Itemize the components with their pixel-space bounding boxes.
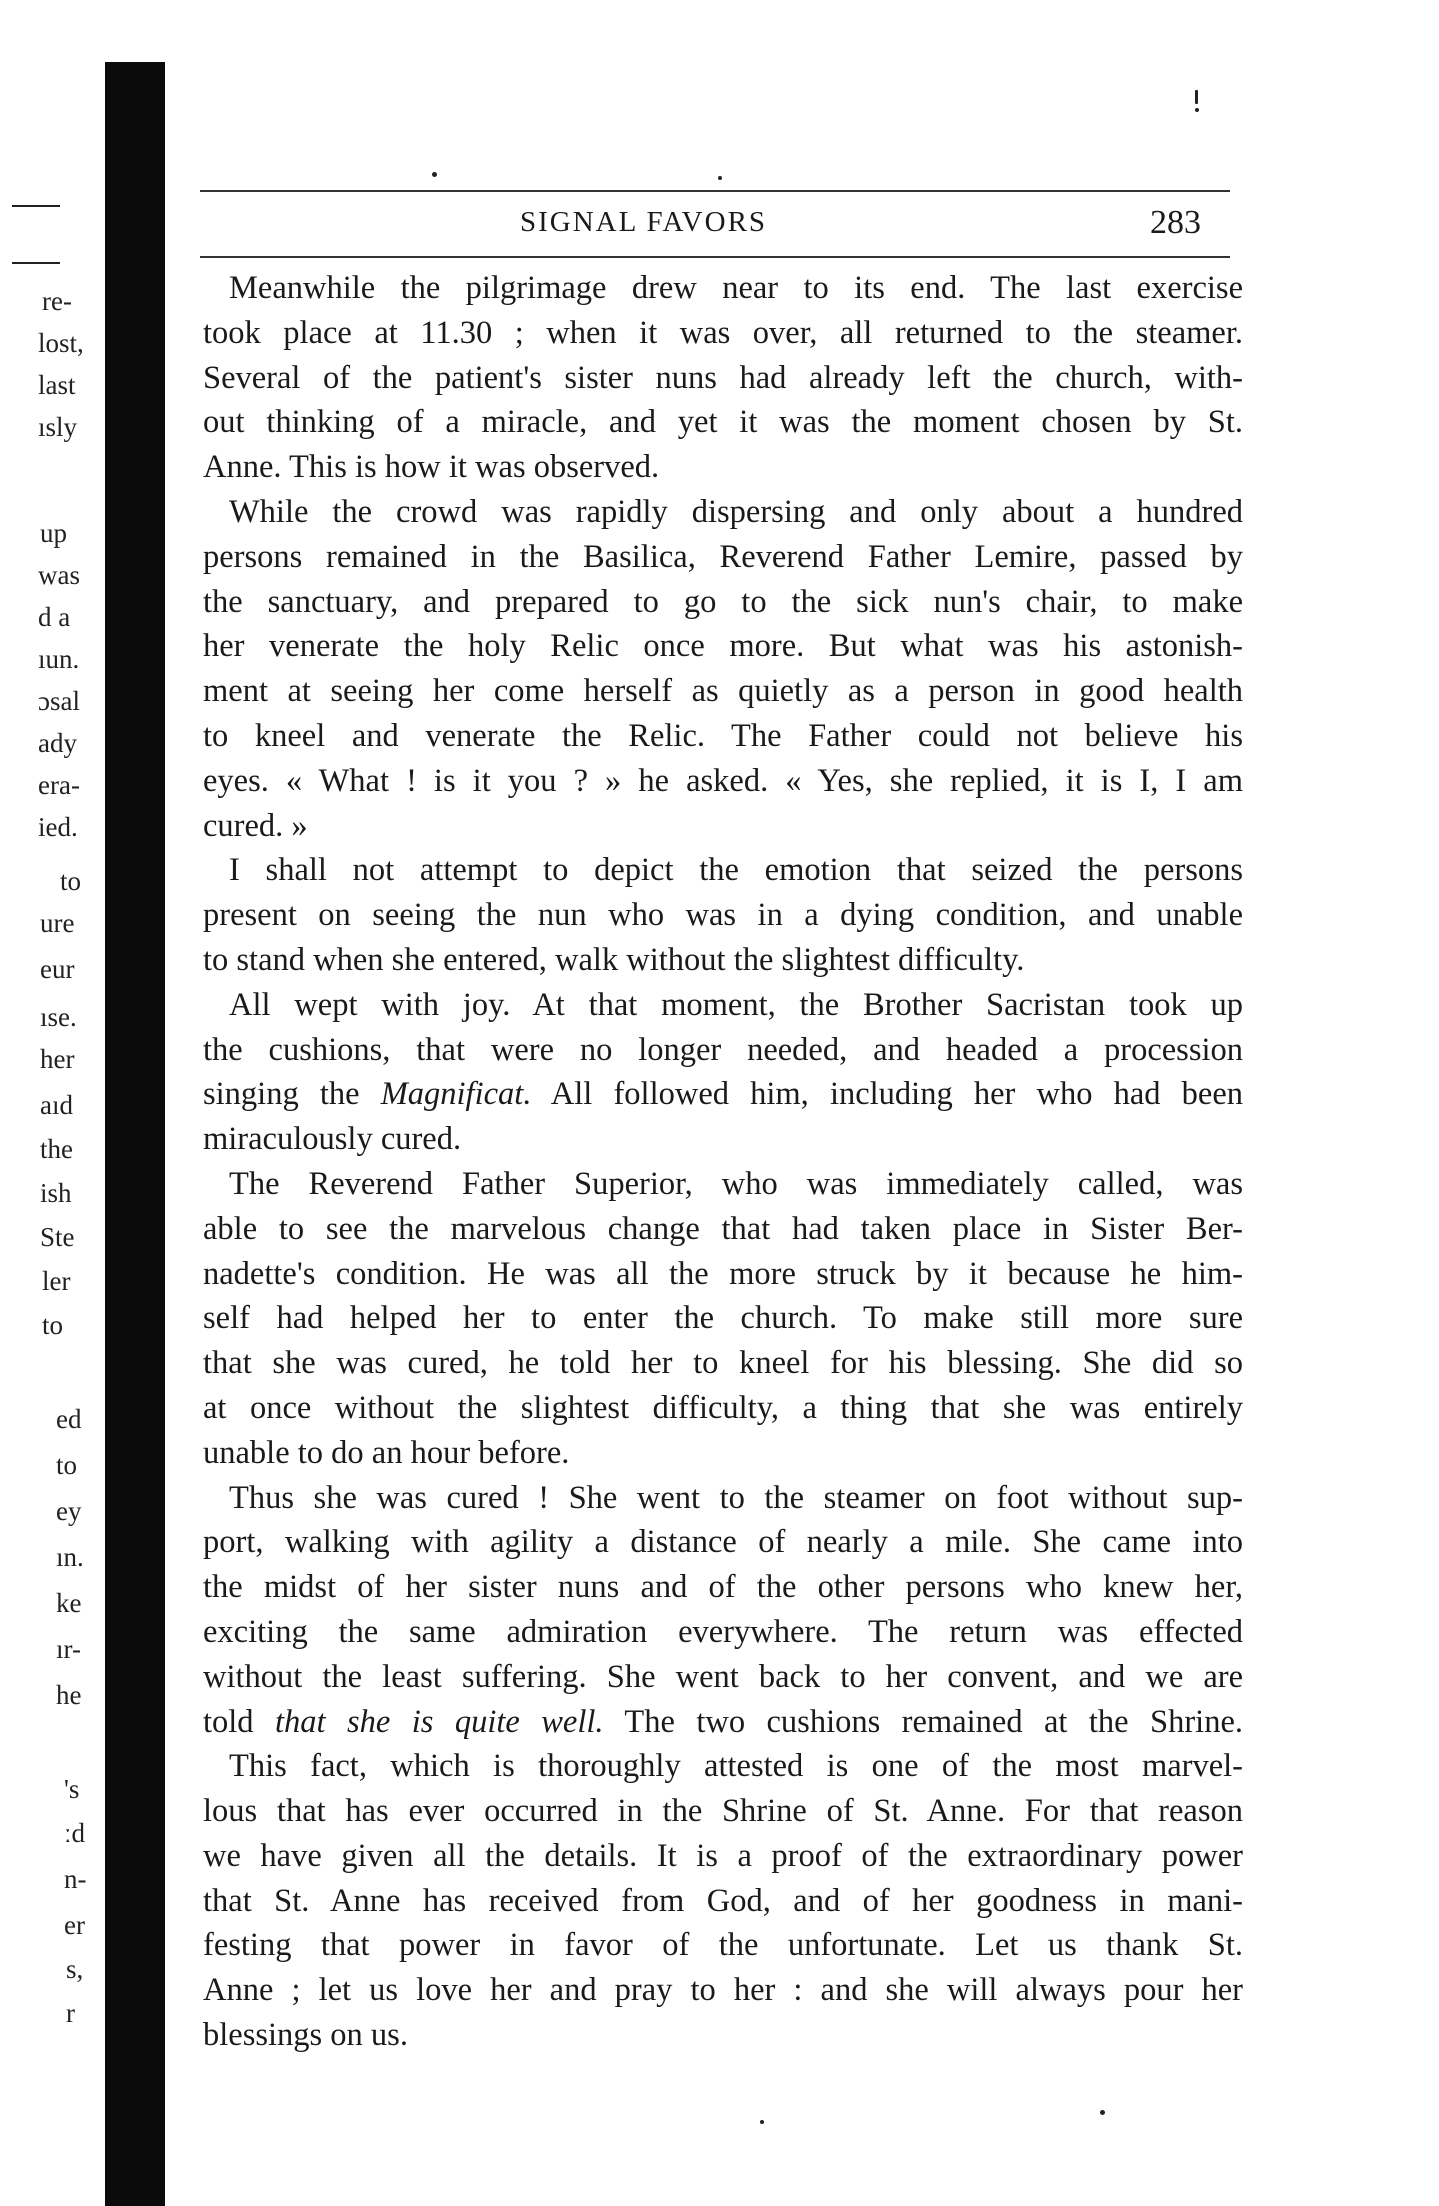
text-line: to stand when she entered, walk without the slightest difficulty. [203, 941, 1025, 978]
facing-fragment: ady [38, 728, 77, 758]
text-line: This fact, which is thoroughly attested is one of the most marvel- [229, 1748, 1243, 1785]
facing-fragment: he [56, 1680, 82, 1710]
scan-speck [1195, 108, 1199, 112]
text-line: eyes. « What ! is it you ? » he asked. « Yes, she replied, it is I, I am [203, 762, 1243, 799]
text-line: able to see the marvelous change that had taken place in Sister Ber- [203, 1210, 1243, 1247]
text-line: I shall not attempt to depict the emotion that seized the persons [229, 852, 1243, 889]
facing-fragment: lost, [38, 328, 84, 358]
facing-fragment: ed [56, 1404, 82, 1434]
text-line: port, walking with agility a distance of nearly a mile. She came into [203, 1524, 1243, 1561]
text-line: the midst of her sister nuns and of the other persons who knew her, [203, 1569, 1243, 1606]
paragraph [203, 1476, 1243, 1745]
facing-fragment: d a [38, 602, 71, 632]
facing-fragment: ler [42, 1266, 71, 1296]
text-line: exciting the same admiration everywhere. The return was effected [203, 1613, 1243, 1650]
text-run: told [203, 1703, 254, 1740]
facing-fragment: Ste [40, 1222, 75, 1252]
text-line: Thus she was cured ! She went to the steamer on foot without sup- [229, 1479, 1243, 1516]
facing-page-dash [12, 262, 60, 264]
text-line: blessings on us. [203, 2017, 408, 2054]
running-title: SIGNAL FAVORS [520, 206, 768, 238]
page-body [203, 266, 1243, 2058]
text-run: All followed him, including her who had been [550, 1076, 1243, 1113]
text-line: to kneel and venerate the Relic. The Father could not believe his [203, 717, 1243, 754]
facing-fragment: 's [64, 1774, 80, 1804]
text-line: Meanwhile the pilgrimage drew near to its end. The last exercise [229, 270, 1243, 306]
italic-run: Magnificat. [380, 1076, 532, 1113]
facing-fragment: ır- [56, 1634, 81, 1664]
paragraph [203, 1744, 1243, 2058]
text-line: took place at 11.30 ; when it was over, all returned to the steamer. [203, 314, 1243, 351]
text-line: Anne ; let us love her and pray to her : and she will always pour her [203, 1972, 1243, 2009]
text-line: her venerate the holy Relic once more. But what was his astonish- [203, 628, 1243, 665]
text-run: The two cushions remained at the Shrine. [624, 1703, 1243, 1740]
facing-fragment: er [64, 1910, 85, 1940]
facing-fragment: last [38, 370, 76, 400]
facing-fragment: to [60, 866, 82, 896]
paragraph [203, 1162, 1243, 1476]
facing-fragment: ied. [38, 812, 78, 842]
text-line: present on seeing the nun who was in a dying condition, and unable [203, 897, 1243, 934]
facing-fragment: to [42, 1310, 64, 1340]
paragraph [203, 983, 1243, 1162]
facing-page-fragments [0, 0, 105, 2206]
text-line: All wept with joy. At that moment, the Brother Sacristan took up [229, 986, 1243, 1023]
text-line: that St. Anne has received from God, and of her goodness in mani- [203, 1882, 1243, 1919]
italic-run: that she is quite well. [275, 1703, 604, 1740]
facing-fragment: eur [40, 954, 75, 984]
binding-shadow [105, 62, 165, 2206]
facing-fragment: r [66, 1998, 75, 2028]
facing-fragment: ey [56, 1496, 82, 1526]
header-rule-bottom [200, 256, 1230, 258]
text-run: singing the [203, 1076, 360, 1113]
text-line: miraculously cured. [203, 1121, 462, 1158]
text-line: lous that has ever occurred in the Shrine of St. Anne. For that reason [203, 1793, 1243, 1830]
text-line: cured. » [203, 807, 308, 844]
text-line: ment at seeing her come herself as quietly as a person in good health [203, 673, 1243, 710]
scan-speck [432, 172, 437, 177]
text-line: Anne. This is how it was observed. [203, 449, 660, 486]
facing-fragment: ːd [64, 1818, 86, 1848]
text-line: persons remained in the Basilica, Reverend Father Lemire, passed by [203, 538, 1243, 575]
text-line: without the least suffering. She went back to her convent, and we are [203, 1658, 1243, 1695]
facing-fragment: ısly [38, 412, 78, 442]
text-line: unable to do an hour before. [203, 1434, 570, 1471]
scan-speck [1100, 2110, 1105, 2115]
facing-fragment: the [40, 1134, 73, 1164]
paragraph [203, 266, 1243, 490]
paragraph [203, 848, 1243, 982]
facing-fragment: ish [40, 1178, 72, 1208]
scan-speck [718, 176, 722, 180]
text-line: the cushions, that were no longer needed, and headed a procession [203, 1031, 1243, 1068]
text-line: nadette's condition. He was all the more struck by it because he him- [203, 1255, 1243, 1292]
paragraph [203, 490, 1243, 848]
text-line [203, 1700, 1243, 1745]
text-line: the sanctuary, and prepared to go to the sick nun's chair, to make [203, 583, 1243, 620]
text-line: we have given all the details. It is a proof of the extraordinary power [203, 1837, 1243, 1874]
scan-speck [1195, 90, 1198, 104]
facing-fragment: n- [64, 1864, 87, 1894]
text-line: self had helped her to enter the church. To make still more sure [203, 1300, 1243, 1337]
text-line: Several of the patient's sister nuns had already left the church, with- [203, 359, 1243, 396]
facing-fragment: aıd [40, 1090, 73, 1120]
facing-fragment: era- [38, 770, 80, 800]
facing-fragment: ure [40, 908, 75, 938]
text-line: at once without the slightest difficulty, a thing that she was entirely [203, 1389, 1243, 1426]
text-line: The Reverend Father Superior, who was immediately called, was [229, 1165, 1243, 1202]
facing-fragment: re- [42, 286, 72, 316]
facing-fragment: ıse. [40, 1002, 77, 1032]
facing-fragment: s, [66, 1954, 84, 1984]
facing-fragment: ɔsal [38, 686, 80, 716]
facing-fragment: up [40, 518, 67, 548]
text-line: While the crowd was rapidly dispersing and only about a hundred [229, 493, 1243, 530]
text-line: festing that power in favor of the unfortunate. Let us thank St. [203, 1927, 1243, 1964]
page-number: 283 [1150, 204, 1201, 241]
text-line: out thinking of a miracle, and yet it was the moment chosen by St. [203, 404, 1243, 441]
text-line [203, 1072, 1243, 1117]
facing-fragment: her [40, 1044, 75, 1074]
facing-fragment: ın. [56, 1542, 84, 1572]
facing-fragment: to [56, 1450, 78, 1480]
facing-fragment: was [38, 560, 80, 590]
facing-fragment: ke [56, 1588, 82, 1618]
scan-speck [760, 2120, 764, 2124]
facing-page-dash [12, 205, 60, 207]
text-line: that she was cured, he told her to kneel for his blessing. She did so [203, 1345, 1243, 1382]
header-rule-top [200, 190, 1230, 192]
facing-fragment: ıun. [38, 644, 80, 674]
